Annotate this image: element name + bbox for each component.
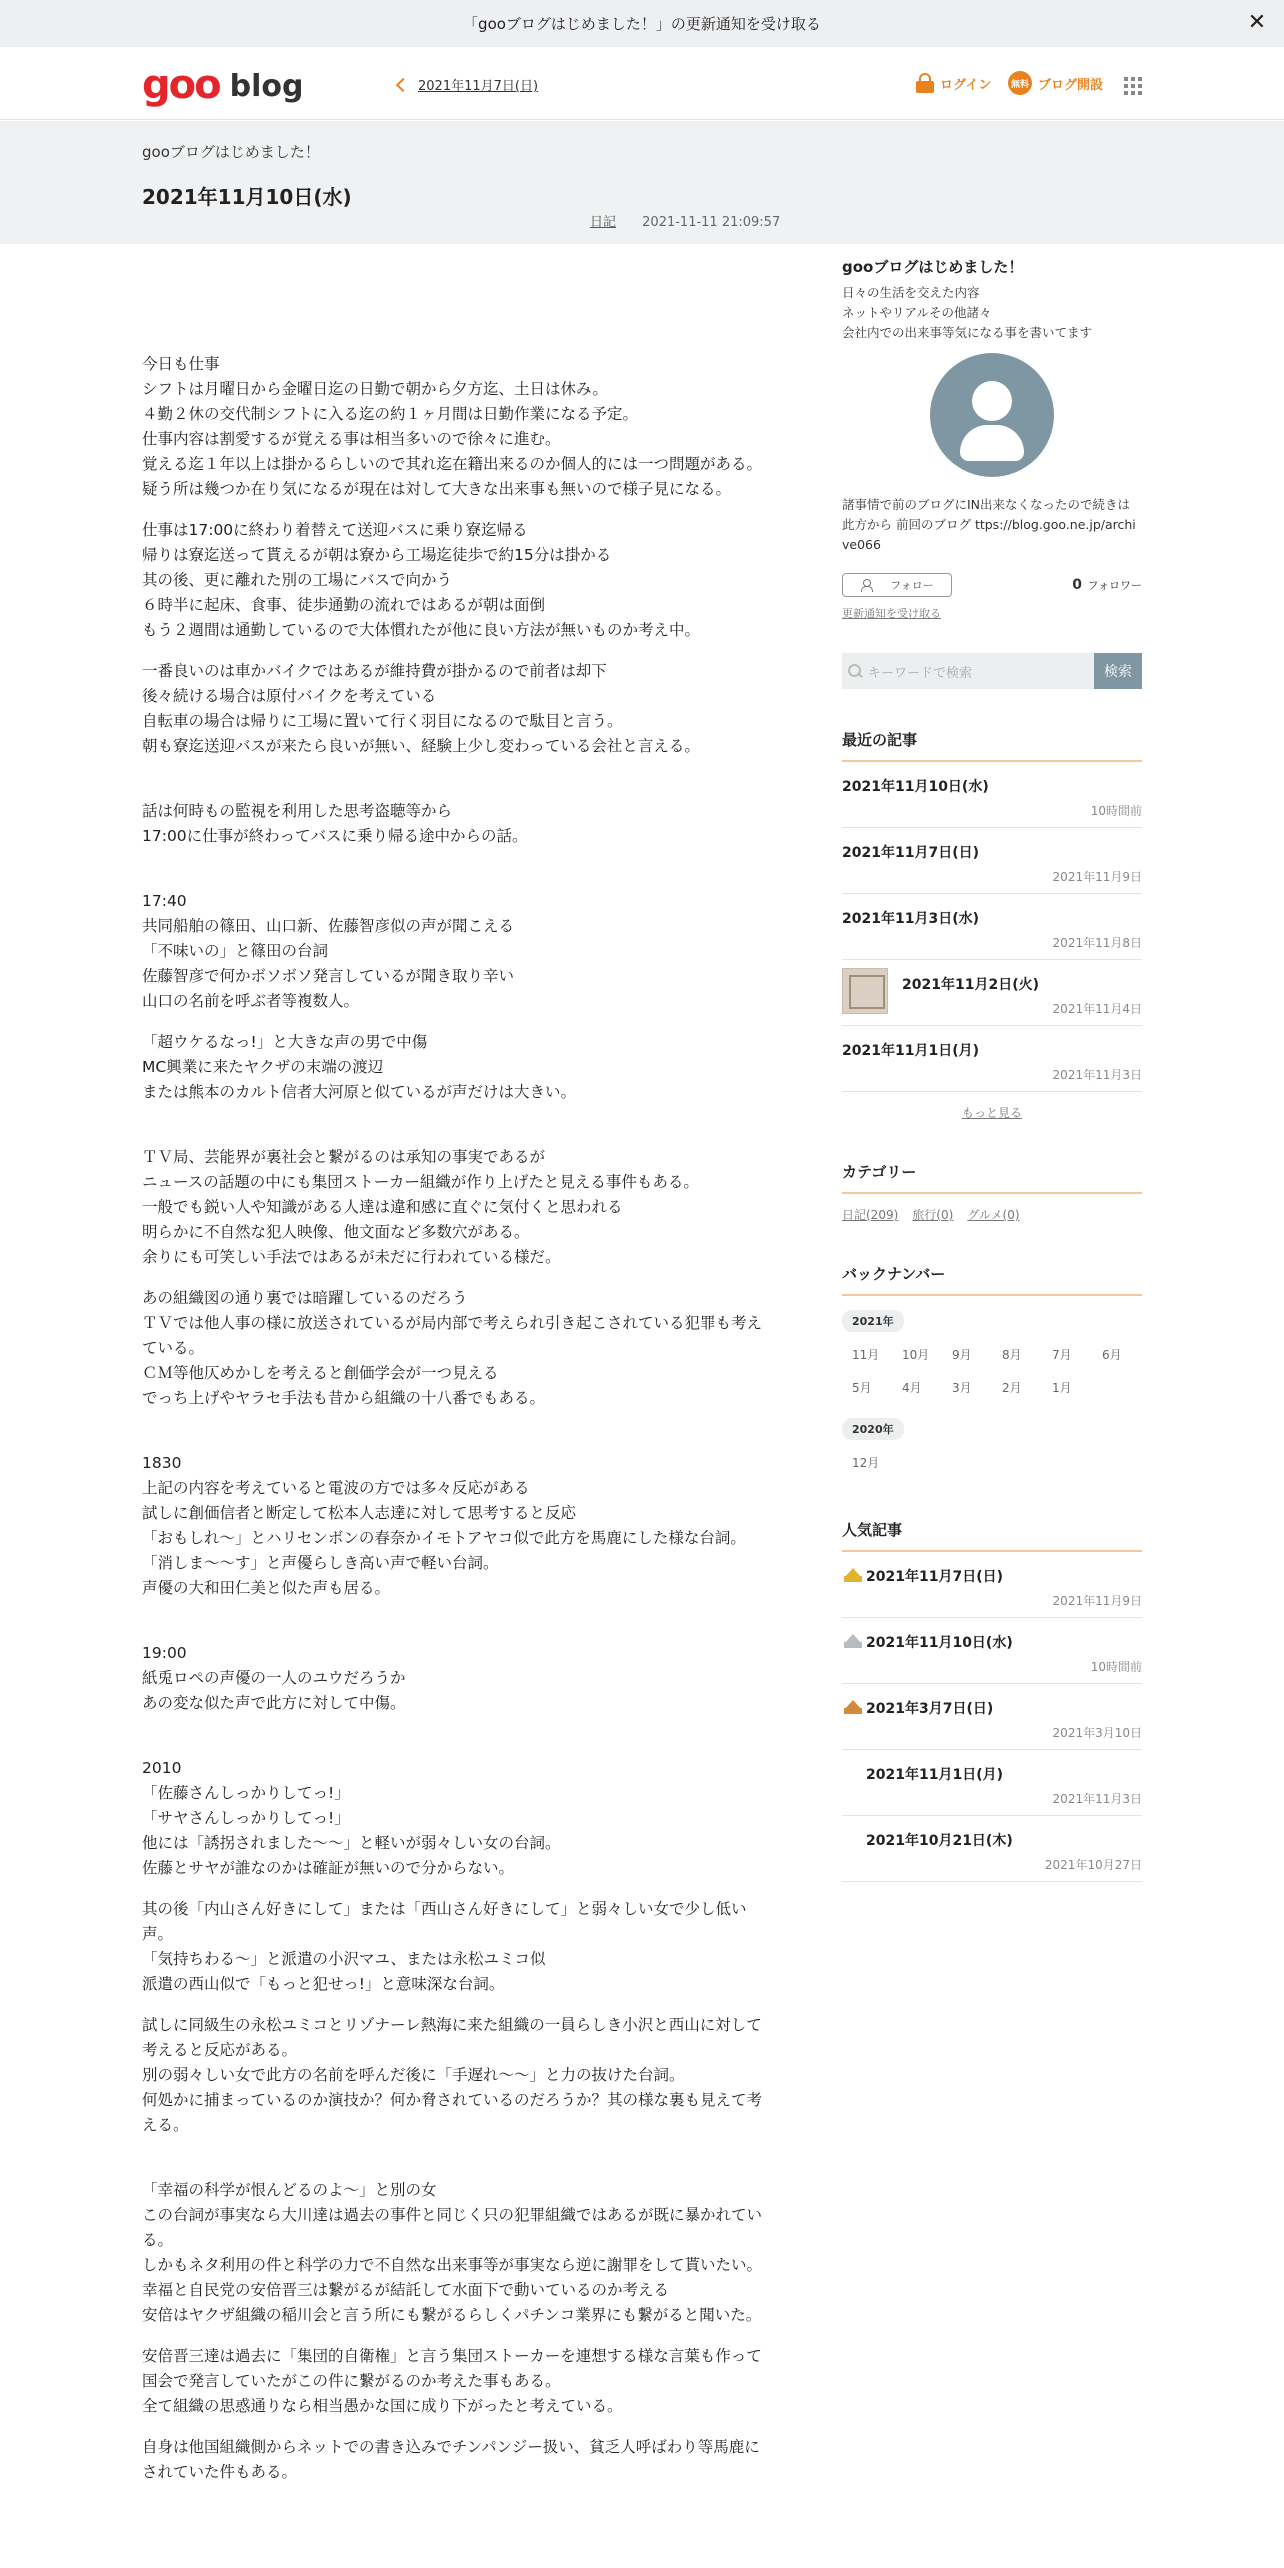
follow-button[interactable] <box>842 573 952 597</box>
entry-paragraph: 其の後「内山さん好きにして」または「西山さん好きにして」と弱々しい女で少し低い声。 「気持ちわる～」と派遣の小沢マユ、または永松ユミコ似 派遣の西山似で「もっと犯せっ!」と意味深な台詞。 <box>142 1900 747 1993</box>
prev-entry-link[interactable] <box>398 75 538 94</box>
category-link[interactable]: 日記(209) <box>842 1208 899 1222</box>
popular-item[interactable] <box>842 1552 1142 1618</box>
search-button[interactable]: 検索 <box>1094 653 1142 689</box>
blog-name[interactable]: gooブログはじめました！ <box>142 143 320 161</box>
more-link[interactable]: もっと見る <box>961 1106 1022 1120</box>
recent-item[interactable] <box>842 1026 1142 1092</box>
crown-icon <box>844 1700 862 1714</box>
month-link[interactable]: 6月 <box>1102 1348 1122 1362</box>
month-link[interactable]: 5月 <box>852 1381 872 1395</box>
popular-item-title[interactable]: 2021年3月7日(日) <box>866 1701 994 1717</box>
entry-paragraph: 17:40 共同船舶の篠田、山口新、佐藤智彦似の声が聞こえる 「不味いの」と篠田の台詞 佐藤智彦で何かボソボソ発言しているが聞き取り辛い 山口の名前を呼ぶ者等複数人。 <box>142 892 515 1010</box>
follower-number: 0 <box>1072 577 1083 593</box>
open-blog-link[interactable] <box>1008 71 1103 95</box>
entry-header <box>0 121 1284 244</box>
backnumber-list <box>842 1296 1142 1479</box>
search-placeholder: キーワードで検索 <box>868 665 973 681</box>
search-form <box>842 653 1142 689</box>
popular-item[interactable] <box>842 1816 1142 1882</box>
recent-item-title[interactable]: 2021年11月3日(水) <box>842 911 979 927</box>
recent-item-title[interactable]: 2021年11月1日(月) <box>842 1043 979 1059</box>
lock-icon <box>916 73 934 93</box>
popular-item-date: 10時間前 <box>1090 1660 1142 1674</box>
recent-item-title[interactable]: 2021年11月10日(水) <box>842 779 989 795</box>
popular-item-title[interactable]: 2021年11月1日(月) <box>866 1767 1003 1783</box>
popular-item-title[interactable]: 2021年10月21日(木) <box>866 1833 1013 1849</box>
recent-item-date: 10時間前 <box>1090 804 1142 818</box>
recent-item[interactable] <box>842 762 1142 828</box>
month-link[interactable]: 11月 <box>852 1348 880 1362</box>
entry-paragraph: 今日も仕事 シフトは月曜日から金曜日迄の日勤で朝から夕方迄、土日は休み。 ４勤２休の交代制シフトに入る迄の約１ヶ月間は日勤作業になる予定。 仕事内容は割愛するが覚える事は相当多いので徐々に進む。 覚える迄１年以上は掛かるらしいので其れ迄在籍出来るのか個人的には一つ問題がある。 疑う所は幾つか在り気になるが現在は対して大きな出来事も無いので様子見になる。 <box>142 355 763 498</box>
recent-item-date: 2021年11月4日 <box>1052 1002 1142 1016</box>
follow-row <box>842 573 1142 597</box>
sidebar-note: 諸事情で前のブログにIN出来なくなったので続きは此方から 前回のブログ ttps://blog.goo.ne.jp/archive066 <box>842 497 1136 552</box>
follower-count <box>1072 577 1142 593</box>
recent-item-title[interactable]: 2021年11月7日(日) <box>842 845 979 861</box>
month-link[interactable]: 9月 <box>952 1348 972 1362</box>
recent-item-title[interactable]: 2021年11月2日(火) <box>902 977 1039 993</box>
close-icon[interactable]: ✕ <box>1247 10 1267 35</box>
category-link[interactable]: グルメ(0) <box>967 1208 1020 1222</box>
popular-item-title[interactable]: 2021年11月10日(水) <box>866 1635 1013 1651</box>
popular-item-title[interactable]: 2021年11月7日(日) <box>866 1569 1003 1585</box>
avatar <box>930 353 1054 477</box>
follower-label: フォロワー <box>1087 579 1142 592</box>
sidebar-description: 日々の生活を交えた内容 ネットやリアルその他諸々 会社内での出来事等気になる事を書いてます <box>842 285 1093 340</box>
logo-goo: goo <box>142 62 220 108</box>
popular-item-date: 2021年10月27日 <box>1044 1858 1142 1872</box>
entry-paragraph: 19:00 紙兎ロペの声優の一人のユウだろうか あの変な似た声で此方に対して中傷。 <box>142 1644 406 1712</box>
month-link[interactable]: 3月 <box>952 1381 972 1395</box>
year-badge: 2020年 <box>842 1418 904 1440</box>
entry-datetime: 2021-11-11 21:09:57 <box>642 215 781 230</box>
entry-paragraph: 1830 上記の内容を考えていると電波の方では多々反応がある 試しに創価信者と断定して松本人志達に対して思考すると反応 「おもしれ～」とハリセンボンの春奈かイモトアヤコ似で此方を馬鹿にした様な台詞。 「消しま～～す」と声優らしき高い声で軽い台詞。 声優の大和田仁美と似た声も居る。 <box>142 1454 746 1597</box>
recent-item-date: 2021年11月8日 <box>1052 936 1142 950</box>
logo-blog: blog <box>229 69 304 104</box>
entry-paragraph: 「幸福の科学が恨んどるのよ～」と別の女 この台詞が事実なら大川達は過去の事件と同じく只の犯罪組織ではあるが既に暴かれている。 しかもネタ利用の件と科学の力で不自然な出来事等が事実なら逆に謝罪をして貰いたい。 幸福と自民党の安倍晋三は繋がるが結託して水面下で動いているのか考える 安倍はヤクザ組織の稲川会と言う所にも繋がるらしくパチンコ業界にも繋がると聞いた。 <box>142 2181 763 2324</box>
sidebar-blog-name[interactable]: gooブログはじめました！ <box>842 258 1024 276</box>
month-link[interactable]: 4月 <box>902 1381 922 1395</box>
entry-paragraph: 安倍晋三達は過去に「集団的自衛権」と言う集団ストーカーを連想する様な言葉も作って国会で発言していたがこの件に繋がるのか考えた事もある。 全て組織の思惑通りなら相当愚かな国に成り下がったと考えている。 <box>142 2347 762 2415</box>
grid-menu-icon[interactable] <box>1124 77 1142 95</box>
month-list <box>842 1446 1142 1479</box>
recent-title: 最近の記事 <box>842 729 1142 762</box>
free-badge: 無料 <box>1008 71 1032 95</box>
person-icon <box>860 579 872 591</box>
entry-paragraph: 「超ウケるなっ!」と大きな声の男で中傷 MC興業に来たヤクザの末端の渡辺 または熊本のカルト信者大河原と似ているが声だけは大きい。 <box>142 1033 577 1101</box>
recent-list <box>842 762 1142 1092</box>
entry-title: 2021年11月10日(水) <box>142 185 352 209</box>
entry-thumbnail <box>842 968 888 1014</box>
month-link[interactable]: 2月 <box>1002 1381 1022 1395</box>
popular-item[interactable] <box>842 1750 1142 1816</box>
category-link[interactable]: 旅行(0) <box>912 1208 954 1222</box>
entry-paragraph: 2010 「佐藤さんしっかりしてっ!」 「サヤさんしっかりしてっ!」 他には「誘拐されました～～」と軽いが弱々しい女の台詞。 佐藤とサヤが誰なのかは確証が無いので分からない。 <box>142 1759 561 1877</box>
month-link[interactable]: 1月 <box>1052 1381 1072 1395</box>
popular-list <box>842 1552 1142 1882</box>
entry-category-link[interactable]: 日記 <box>590 215 617 230</box>
popular-item-date: 2021年3月10日 <box>1052 1726 1142 1740</box>
notify-bar[interactable] <box>0 0 1284 47</box>
category-title: カテゴリー <box>842 1161 1142 1194</box>
backnumber-title: バックナンバー <box>842 1263 1142 1296</box>
entry-meta <box>590 211 780 230</box>
crown-icon <box>844 1568 862 1582</box>
month-link[interactable]: 8月 <box>1002 1348 1022 1362</box>
prev-entry-label: 2021年11月7日(日) <box>418 79 539 94</box>
entry-paragraph: 自身は他国組織側からネットでの書き込みでチンパンジー扱い、貧乏人呼ばわり等馬鹿にされていた件もある。 <box>142 2438 760 2481</box>
entry-body <box>142 352 768 2501</box>
notify-bar-text[interactable]: 「gooブログはじめました！」の更新通知を受け取る <box>463 15 821 33</box>
recent-item-date: 2021年11月3日 <box>1052 1068 1142 1082</box>
recent-item[interactable] <box>842 828 1142 894</box>
recent-item-date: 2021年11月9日 <box>1052 870 1142 884</box>
open-blog-label: ブログ開設 <box>1038 77 1104 93</box>
month-link[interactable]: 10月 <box>902 1348 930 1362</box>
chevron-left-icon <box>396 77 410 91</box>
recent-item[interactable] <box>842 960 1142 1026</box>
goo-blog-logo[interactable] <box>142 61 304 108</box>
entry-paragraph: 仕事は17:00に終わり着替えて送迎バスに乗り寮迄帰る 帰りは寮迄送って貰えるが朝は寮から工場迄徒歩で約15分は掛かる 其の後、更に離れた別の工場にバスで向かう ６時半に起床、食事、徒歩通勤の流れではあるが朝は面倒 もう２週間は通勤しているので大体慣れたが他に良い方法が無いものか考え中。 <box>142 521 701 639</box>
entry-paragraph: 試しに同級生の永松ユミコとリゾナーレ熱海に来た組織の一員らしき小沢と西山に対して考えると反応がある。 別の弱々しい女で此方の名前を呼んだ後に「手遅れ～～」と力の抜けた台詞。 何処かに捕まっているのか演技か？何か脅されているのだろうか？其の様な裏も見えて考える。 <box>142 2016 763 2134</box>
popular-item[interactable] <box>842 1618 1142 1684</box>
month-link[interactable]: 7月 <box>1052 1348 1072 1362</box>
sidebar <box>842 256 1142 1882</box>
search-icon <box>848 664 862 678</box>
search-input[interactable] <box>842 653 1094 689</box>
popular-item[interactable] <box>842 1684 1142 1750</box>
login-link[interactable] <box>916 73 991 93</box>
entry-paragraph: 話は何時もの監視を利用した思考盗聴等から 17:00に仕事が終わってバスに乗り帰る途中からの話。 <box>142 802 528 845</box>
recent-item[interactable] <box>842 894 1142 960</box>
category-list <box>842 1206 1142 1223</box>
popular-item-date: 2021年11月9日 <box>1052 1594 1142 1608</box>
entry-paragraph: あの組織図の通り裏では暗躍しているのだろう ＴＶでは他人事の様に放送されているが局内部で考えられ引き起こされている犯罪も考えている。 ＣＭ等他仄めかしを考えると創価学会が一つ見える でっち上げやヤラセ手法も昔から組織の十八番でもある。 <box>142 1289 763 1407</box>
crown-icon <box>844 1634 862 1648</box>
popular-title: 人気記事 <box>842 1519 1142 1552</box>
notify-link[interactable]: 更新通知を受け取る <box>842 607 941 620</box>
popular-item-date: 2021年11月3日 <box>1052 1792 1142 1806</box>
site-header <box>0 47 1284 120</box>
month-list <box>842 1338 1142 1404</box>
login-label: ログイン <box>940 77 992 93</box>
month-link[interactable]: 12月 <box>852 1456 880 1470</box>
entry-paragraph: 一番良いのは車かバイクではあるが維持費が掛かるので前者は却下 後々続ける場合は原付バイクを考えている 自転車の場合は帰りに工場に置いて行く羽目になるので駄目と言う。 朝も寮迄送迎バスが来たら良いが無い、経験上少し変わっている会社と言える。 <box>142 662 700 755</box>
follow-label: フォロー <box>890 579 934 592</box>
entry-paragraph: ＴＶ局、芸能界が裏社会と繋がるのは承知の事実であるが ニュースの話題の中にも集団ストーカー組織が作り上げたと見える事件もある。 一般でも鋭い人や知識がある人達は違和感に直ぐに気付くと思われる 明らかに不自然な犯人映像、他文面など多数穴がある。 余りにも可笑しい手法ではあるが未だに行われている様だ。 <box>142 1148 699 1266</box>
year-badge: 2021年 <box>842 1310 904 1332</box>
